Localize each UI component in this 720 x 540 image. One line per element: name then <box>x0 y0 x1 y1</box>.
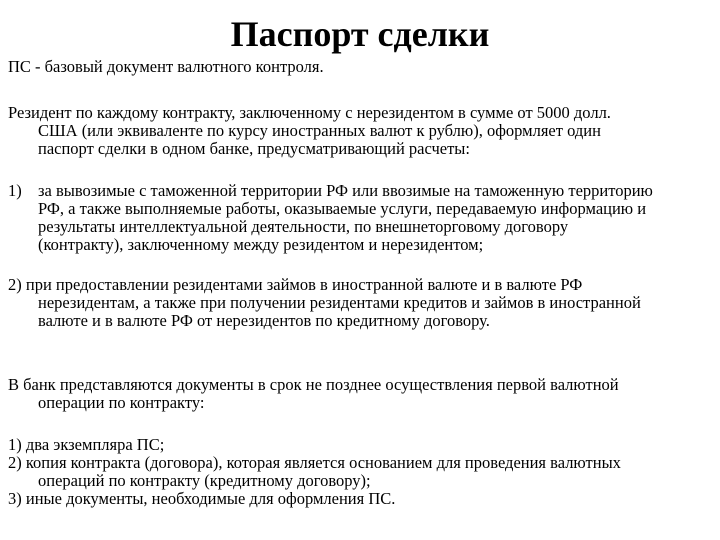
resident-line-1: Резидент по каждому контракту, заключенному с нерезидентом в сумме от 5000 долл. <box>8 103 611 122</box>
documents-list <box>8 436 708 508</box>
documents-item-2-line-1: 2) копия контракта (договора), которая является основанием для проведения валютных <box>8 453 621 472</box>
resident-line-3: паспорт сделки в одном банке, предусматривающий расчеты: <box>38 139 470 158</box>
documents-item-1: 1) два экземпляра ПС; <box>8 435 165 454</box>
bank-paragraph <box>8 376 708 412</box>
resident-line-2: США (или эквиваленте по курсу иностранных валют к рублю), оформляет один <box>38 121 601 140</box>
case-1-line-3: результаты интеллектуальной деятельности, по внешнеторговому договору <box>38 217 569 236</box>
resident-paragraph <box>8 104 708 158</box>
bank-line-2: операции по контракту: <box>38 393 205 412</box>
documents-item-3: 3) иные документы, необходимые для оформления ПС. <box>8 489 396 508</box>
case-2-item <box>8 276 708 330</box>
case-2-line-1: 2) при предоставлении резидентами займов в иностранной валюте и в валюте РФ <box>8 275 583 294</box>
case-1-line-1: за вывозимые с таможенной территории РФ или ввозимые на таможенную территорию <box>38 181 653 200</box>
case-1-text <box>38 182 708 254</box>
case-1-line-2: РФ, а также выполняемые работы, оказываемые услуги, передаваемую информацию и <box>38 199 647 218</box>
bank-line-1: В банк представляются документы в срок не позднее осуществления первой валютной <box>8 375 619 394</box>
case-1-line-4: (контракту), заключенному между резидентом и нерезидентом; <box>38 235 484 254</box>
case-2-line-2: нерезидентам, а также при получении резидентами кредитов и займов в иностранной <box>38 293 641 312</box>
case-1-item <box>8 182 708 254</box>
documents-item-2-line-2: операций по контракту (кредитному договору); <box>38 471 371 490</box>
definition-text: ПС - базовый документ валютного контроля. <box>8 57 324 76</box>
page-title: Паспорт сделки <box>230 14 490 54</box>
case-2-line-3: валюте и в валюте РФ от нерезидентов по кредитному договору. <box>38 311 490 330</box>
case-1-number: 1) <box>8 181 22 200</box>
